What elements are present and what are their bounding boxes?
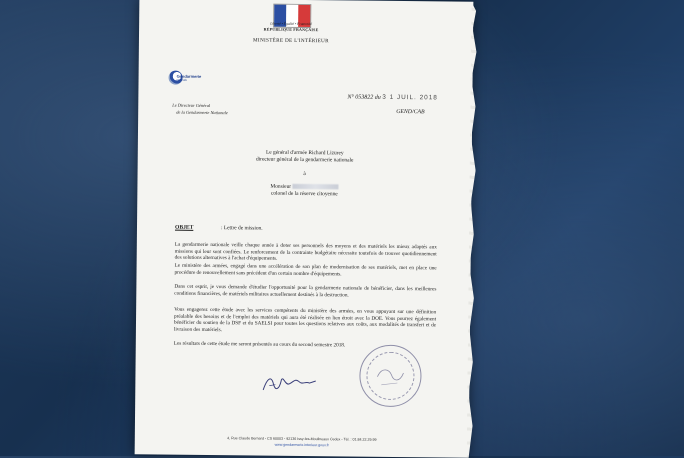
official-stamp-icon [359,345,422,408]
footer-address: 4, Rue Claude Bernard - CS 60003 - 92136 Issy-les-Moulineaux Cedex - Tél. : 01.84.22.29.99 [227,436,377,442]
reference-office: GEND/CAB [396,108,425,116]
sender-line-1: Le Directeur Général [172,102,211,109]
gendarmerie-logo-icon [168,69,204,87]
sender-block [172,102,228,117]
paragraph-3: Dans cet esprit, je vous demande d'étudier l'opportunité pour la gendarmerie nationale de bénéficier, dans les meilleures conditions financières, de matériels militaires actuellement destinés à la destruction. [174,283,437,298]
recipient-title: colonel de la réserve citoyenne [270,190,338,198]
reference-date-stamp: 3 1 JUIL. 2018 [382,93,438,102]
author-line-1: Le général d'armée Richard Lizurey [265,149,344,157]
signature-icon [259,372,319,395]
sender-line-2: de la Gendarmerie Nationale [176,109,228,116]
paragraph-2: Le ministère des armées, engagé dans une accélération de son plan de modernisation de ses matériels, met en place une procédure de renouvellement sans précédent d'un certain nombre d'équipements. [174,262,437,277]
footer-website: www.gendarmerie.interieur.gouv.fr [274,442,329,448]
republic-motto: Liberté • Égalité • Fraternité [270,21,312,27]
logo-subtitle: nationale [176,78,188,82]
reference-line [347,93,438,101]
paragraph-4: Vous engagerez cette étude avec les services compétents du ministère des armées, en vous appuyant sur une définition préalable des besoins et de l'emploi des matériels qui aura été réalisée en lien étroit avec la DOE. Vous pourrez également bénéficier du soutien de la DSF et du SAELSI pour toutes les questions relatives aux coûts, aux modalités de transfert et de livraison des matériels. [173,306,437,333]
objet-text: : Lettre de mission. [220,225,263,232]
objet-label: OBJET [174,224,194,231]
paragraph-1: La gendarmerie nationale veille chaque année à doter ses personnels des moyens et des matériels les mieux adaptés aux missions qui leur sont confiées. Le renforcement de la contrainte budgétaire nécessite toutefois de trouver quotidiennement des solutions alternatives à l'achat d'équipements. [174,241,437,262]
author-line-2: directeur général de la gendarmerie nationale [255,156,354,164]
republic-name: RÉPUBLIQUE FRANÇAISE [263,26,319,33]
reference-number: N° 053822 du [347,94,381,101]
recipient-salutation: Monsieur [270,183,292,190]
letter-page [135,0,474,458]
logo-name: Gendarmerie [176,73,202,79]
author-connector: à [303,170,306,178]
redacted-name [292,184,338,189]
ministry-name: MINISTÈRE DE L'INTÉRIEUR [252,37,329,45]
paragraph-5: Les résultats de cette étude me seront présentés au cours du second semestre 2018. [173,340,346,349]
